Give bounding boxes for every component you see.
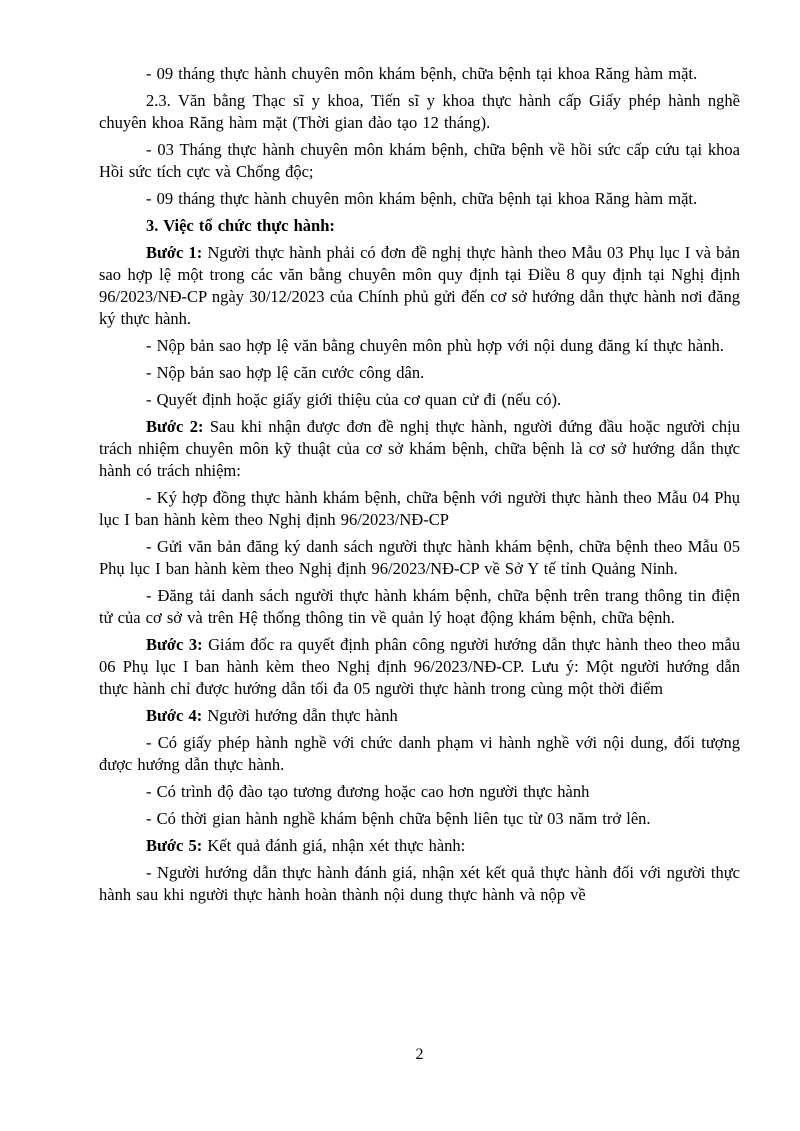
paragraph (99, 585, 740, 629)
paragraph-text-run: Người hướng dẫn thực hành (202, 706, 398, 725)
paragraph-bold-run: Bước 3: (146, 635, 203, 654)
paragraph (99, 732, 740, 776)
paragraph-text-run: - 03 Tháng thực hành chuyên môn khám bệnh, chữa bệnh về hồi sức cấp cứu tại khoa Hồi sức tích cực và Chống độc; (99, 140, 740, 181)
paragraph-text-run: - Nộp bản sao hợp lệ văn bằng chuyên môn phù hợp với nội dung đăng kí thực hành. (146, 336, 724, 355)
paragraph-text-run: - Có trình độ đào tạo tương đương hoặc cao hơn người thực hành (146, 782, 590, 801)
paragraph-text-run: Sau khi nhận được đơn đề nghị thực hành, người đứng đầu hoặc người chịu trách nhiệm chuyên môn kỹ thuật của cơ sở khám bệnh, chữa bệnh là cơ sở hướng dẫn thực hành có trách nhiệm: (99, 417, 740, 480)
paragraph-text-run: - 09 tháng thực hành chuyên môn khám bệnh, chữa bệnh tại khoa Răng hàm mặt. (146, 64, 698, 83)
paragraph (99, 139, 740, 183)
paragraph-text-run: - Quyết định hoặc giấy giới thiệu của cơ quan cử đi (nếu có). (146, 390, 562, 409)
paragraph (99, 487, 740, 531)
paragraph (99, 862, 740, 906)
paragraph (99, 242, 740, 330)
paragraph (99, 389, 740, 411)
paragraph (99, 835, 740, 857)
page-footer (99, 1044, 740, 1066)
paragraph-text-run: 2.3. Văn bằng Thạc sĩ y khoa, Tiến sĩ y khoa thực hành cấp Giấy phép hành nghề chuyên khoa Răng hàm mặt (Thời gian đào tạo 12 tháng). (99, 91, 740, 132)
paragraph (99, 188, 740, 210)
paragraph-text-run: - Đăng tải danh sách người thực hành khám bệnh, chữa bệnh trên trang thông tin điện tử của cơ sở và trên Hệ thống thông tin về quản lý hoạt động khám bệnh, chữa bệnh. (99, 586, 740, 627)
paragraph (99, 90, 740, 134)
paragraph-text-run: - Có thời gian hành nghề khám bệnh chữa bệnh liên tục từ 03 năm trở lên. (146, 809, 651, 828)
paragraph (99, 335, 740, 357)
paragraph (99, 416, 740, 482)
paragraph-text-run: - Gửi văn bản đăng ký danh sách người thực hành khám bệnh, chữa bệnh theo Mẫu 05 Phụ lục I ban hành kèm theo Nghị định 96/2023/NĐ-CP về Sở Y tế tỉnh Quảng Ninh. (99, 537, 740, 578)
paragraph-text-run: Kết quả đánh giá, nhận xét thực hành: (202, 836, 466, 855)
paragraph-text-run: - 09 tháng thực hành chuyên môn khám bệnh, chữa bệnh tại khoa Răng hàm mặt. (146, 189, 698, 208)
paragraph-text-run: - Ký hợp đồng thực hành khám bệnh, chữa bệnh với người thực hành theo Mẫu 04 Phụ lục I ban hành kèm theo Nghị định 96/2023/NĐ-CP (99, 488, 740, 529)
paragraph-text-run: Giám đốc ra quyết định phân công người hướng dẫn thực hành theo theo mẫu 06 Phụ lục I ban hành kèm theo Nghị định 96/2023/NĐ-CP. Lưu ý: Một người hướng dẫn thực hành chỉ được hướng dẫn tối đa 05 người thực hành trong cùng một thời điểm (99, 635, 740, 698)
paragraph (99, 705, 740, 727)
paragraph-text-run: - Có giấy phép hành nghề với chức danh phạm vi hành nghề với nội dung, đối tượng được hướng dẫn thực hành. (99, 733, 740, 774)
section-heading (99, 215, 740, 237)
page-number: 2 (415, 1046, 424, 1063)
paragraph-bold-run: Bước 2: (146, 417, 204, 436)
paragraph (99, 362, 740, 384)
paragraph-text-run: - Người hướng dẫn thực hành đánh giá, nhận xét kết quả thực hành đối với người thực hành sau khi người thực hành hoàn thành nội dung thực hành và nộp về (99, 863, 740, 904)
paragraph (99, 781, 740, 803)
paragraph (99, 808, 740, 830)
paragraph-bold-run: Bước 4: (146, 706, 203, 725)
paragraph-bold-run: Bước 5: (146, 836, 203, 855)
paragraph (99, 634, 740, 700)
document-body (99, 63, 740, 911)
paragraph-text-run: - Nộp bản sao hợp lệ căn cước công dân. (146, 363, 425, 382)
paragraph-text-run: Người thực hành phải có đơn đề nghị thực hành theo Mẫu 03 Phụ lục I và bản sao hợp lệ một trong các văn bằng chuyên môn quy định tại Điều 8 quy định tại Nghị định 96/2023/NĐ-CP ngày 30/12/2023 của Chính phủ gửi đến cơ sở hướng dẫn thực hành nơi đăng ký thực hành. (99, 243, 740, 328)
paragraph (99, 63, 740, 85)
paragraph-bold-run: Bước 1: (146, 243, 203, 262)
paragraph (99, 536, 740, 580)
paragraph-bold-run: 3. Việc tổ chức thực hành: (146, 216, 335, 235)
